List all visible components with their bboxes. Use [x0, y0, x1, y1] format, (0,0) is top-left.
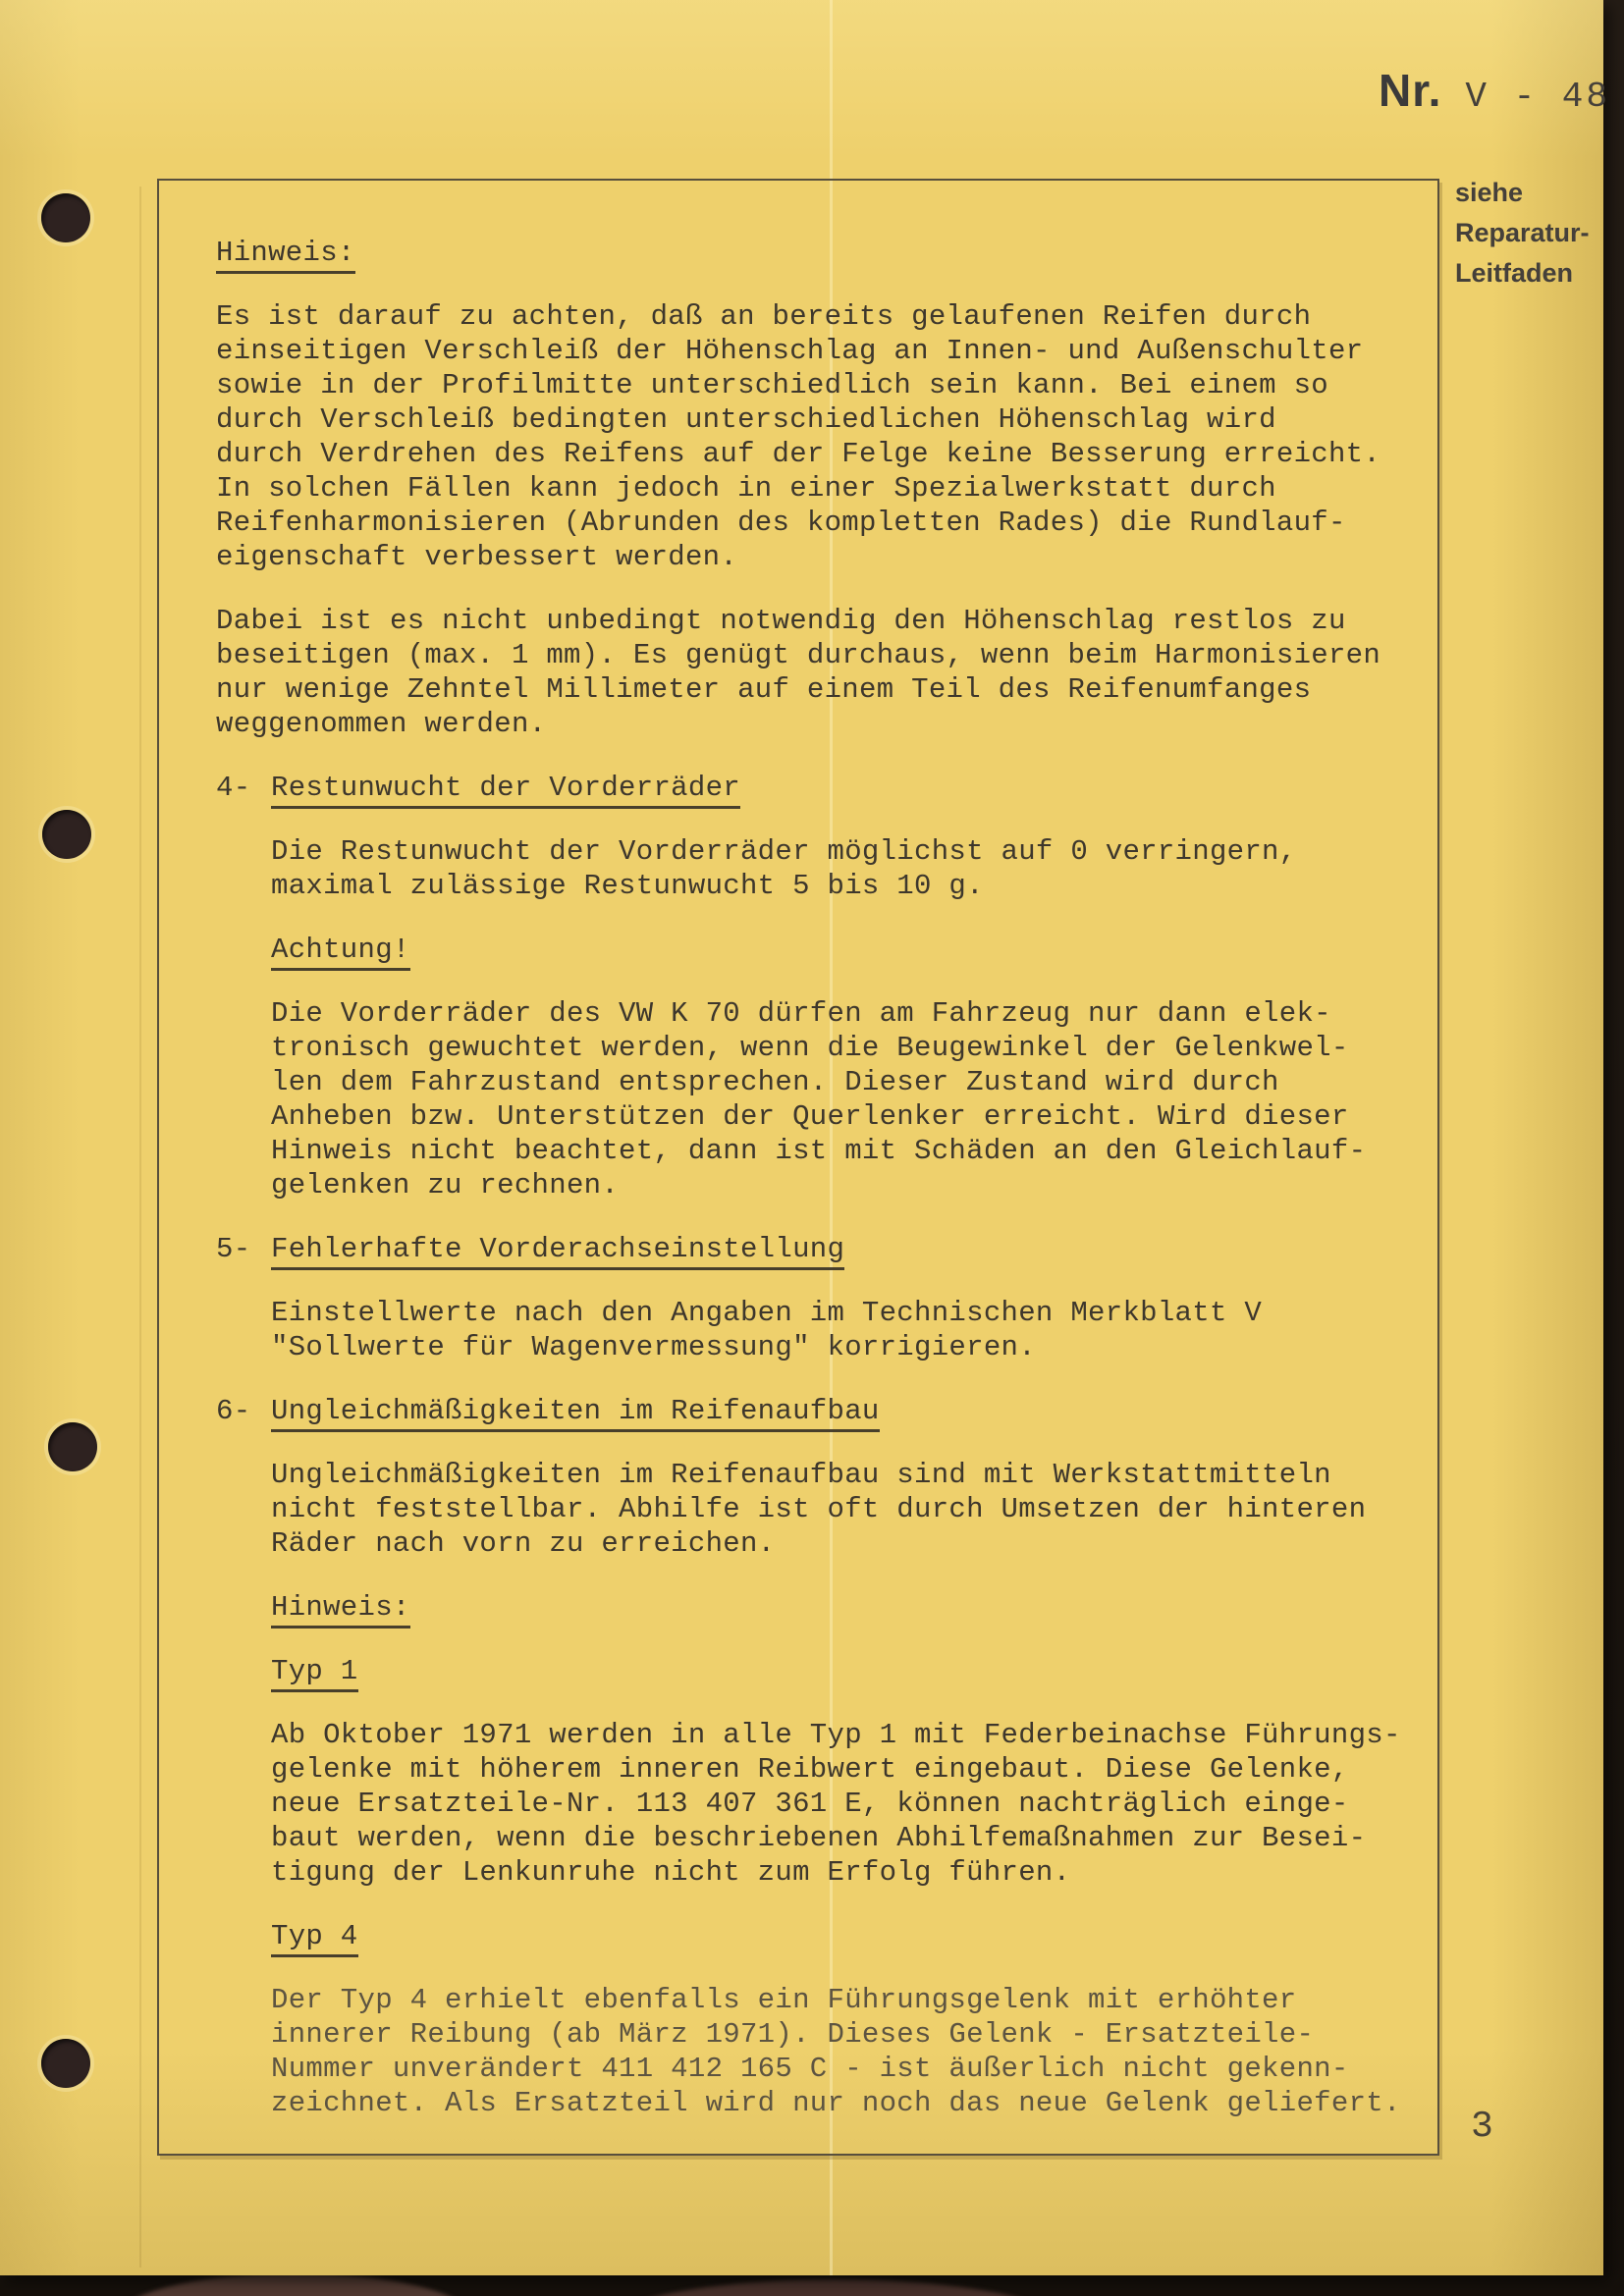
text-line: tigung der Lenkunruhe nicht zum Erfolg führen. [271, 1856, 1071, 1889]
text-line: Reifenharmonisieren (Abrunden des kompletten Rades) die Rundlauf- [216, 507, 1346, 539]
heading-text: Typ 1 [271, 1655, 358, 1692]
punch-hole-1 [41, 193, 90, 242]
content-frame [157, 179, 1439, 2156]
text-line: durch Verdrehen des Reifens auf der Felge keine Besserung erreicht. [216, 438, 1381, 470]
text-line: In solchen Fällen kann jedoch in einer Spezialwerkstatt durch [216, 472, 1276, 505]
underlined-heading [271, 933, 1422, 967]
document-number-value: V - 48 [1465, 77, 1610, 117]
text-line: nicht feststellbar. Abhilfe ist oft durch Umsetzen der hinteren [271, 1493, 1367, 1525]
margin-note-line: Reparatur- [1455, 218, 1590, 247]
paragraph [271, 1983, 1422, 2120]
paragraph [271, 996, 1422, 1202]
numbered-section-heading [216, 1232, 1422, 1266]
text-line: gelenken zu rechnen. [271, 1169, 620, 1201]
text-line: durch Verschleiß bedingten unterschiedlichen Höhenschlag wird [216, 403, 1276, 436]
text-line: zeichnet. Als Ersatzteil wird nur noch das neue Gelenk geliefert. [271, 2087, 1401, 2119]
text-line: Hinweis nicht beachtet, dann ist mit Schäden an den Gleichlauf- [271, 1135, 1367, 1167]
punch-hole-4 [41, 2039, 90, 2088]
text-line: innerer Reibung (ab März 1971). Dieses Gelenk - Ersatzteile- [271, 2018, 1315, 2051]
text-line: "Sollwerte für Wagenvermessung" korrigieren. [271, 1331, 1036, 1363]
underlined-heading [271, 1590, 1422, 1625]
text-line: Ungleichmäßigkeiten im Reifenaufbau sind mit Werkstattmitteln [271, 1459, 1331, 1491]
text-line: weggenommen werden. [216, 708, 547, 740]
paragraph [216, 604, 1422, 741]
paragraph [216, 299, 1422, 574]
section-title: Ungleichmäßigkeiten im Reifenaufbau [271, 1395, 880, 1432]
text-line: Die Restunwucht der Vorderräder möglichst auf 0 verringern, [271, 835, 1297, 868]
text-line: tronisch gewuchtet werden, wenn die Beugewinkel der Gelenkwel- [271, 1032, 1349, 1064]
underlined-heading [271, 1654, 1422, 1688]
margin-note-line: siehe [1455, 178, 1524, 207]
underlined-heading [216, 236, 1422, 270]
numbered-section-heading [216, 771, 1422, 805]
document-body [159, 181, 1437, 2150]
text-line: Anheben bzw. Unterstützen der Querlenker erreicht. Wird dieser [271, 1100, 1349, 1133]
text-line: len dem Fahrzustand entsprechen. Dieser Zustand wird durch [271, 1066, 1279, 1098]
text-line: neue Ersatzteile-Nr. 113 407 361 E, können nachträglich einge- [271, 1788, 1349, 1820]
text-line: Die Vorderräder des VW K 70 dürfen am Fahrzeug nur dann elek- [271, 997, 1331, 1030]
heading-text: Typ 4 [271, 1920, 358, 1957]
text-line: Räder nach vorn zu erreichen. [271, 1527, 776, 1560]
underlined-heading [271, 1919, 1422, 1953]
text-line: maximal zulässige Restunwucht 5 bis 10 g. [271, 870, 984, 902]
text-line: Der Typ 4 erhielt ebenfalls ein Führungsgelenk mit erhöhter [271, 1984, 1297, 2016]
section-title: Fehlerhafte Vorderachseinstellung [271, 1233, 844, 1270]
heading-text: Hinweis: [216, 237, 355, 274]
paragraph [271, 834, 1422, 903]
heading-text: Achtung! [271, 934, 410, 971]
text-line: Nummer unverändert 411 412 165 C - ist äußerlich nicht gekenn- [271, 2053, 1349, 2085]
text-line: beseitigen (max. 1 mm). Es genügt durchaus, wenn beim Harmonisieren [216, 639, 1381, 671]
margin-note-line: Leitfaden [1455, 258, 1574, 288]
paper-crease-line [139, 187, 141, 2268]
fingertip-shadow [609, 2279, 1060, 2296]
paragraph [271, 1296, 1422, 1364]
numbered-section-heading [216, 1394, 1422, 1428]
punch-hole-3 [48, 1422, 97, 1471]
text-line: einseitigen Verschleiß der Höhenschlag an Innen- und Außenschulter [216, 335, 1364, 367]
text-line: sowie in der Profilmitte unterschiedlich sein kann. Bei einem so [216, 369, 1328, 401]
heading-text: Hinweis: [271, 1591, 410, 1629]
text-line: gelenke mit höherem inneren Reibwert eingebaut. Diese Gelenke, [271, 1753, 1349, 1786]
fingertip-shadow [118, 2273, 471, 2296]
paragraph [271, 1718, 1422, 1890]
section-number: 6- [216, 1395, 251, 1427]
text-line: Ab Oktober 1971 werden in alle Typ 1 mit Federbeinachse Führungs- [271, 1719, 1401, 1751]
text-line: Es ist darauf zu achten, daß an bereits gelaufenen Reifen durch [216, 300, 1312, 333]
margin-note [1455, 173, 1590, 294]
paragraph [271, 1458, 1422, 1561]
punch-hole-2 [42, 810, 91, 859]
section-number: 4- [216, 772, 251, 804]
text-line: nur wenige Zehntel Millimeter auf einem Teil des Reifenumfanges [216, 673, 1312, 706]
section-number: 5- [216, 1233, 251, 1265]
document-number-label: Nr. [1379, 65, 1442, 116]
section-title: Restunwucht der Vorderräder [271, 772, 740, 809]
page-number: 3 [1471, 2106, 1493, 2148]
text-line: Einstellwerte nach den Angaben im Technischen Merkblatt V [271, 1297, 1263, 1329]
text-line: eigenschaft verbessert werden. [216, 541, 738, 573]
document-number-header [1379, 65, 1610, 123]
text-line: Dabei ist es nicht unbedingt notwendig den Höhenschlag restlos zu [216, 605, 1346, 637]
text-line: baut werden, wenn die beschriebenen Abhilfemaßnahmen zur Besei- [271, 1822, 1367, 1854]
